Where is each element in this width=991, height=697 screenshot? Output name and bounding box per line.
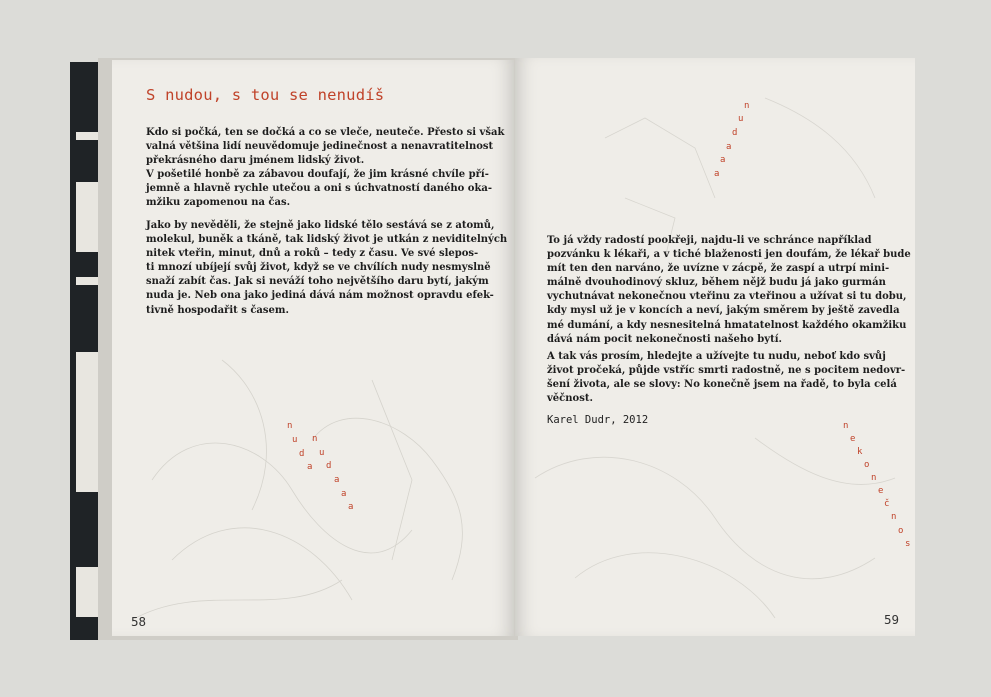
scattered-letter: s bbox=[905, 539, 911, 549]
text-line: molekul, buněk a tkáně, tak lidský život je utkán z neviditelných bbox=[146, 234, 508, 246]
text-line: věčnost. bbox=[547, 393, 593, 405]
page-number-left: 58 bbox=[131, 614, 147, 629]
text-line: šení života, ale se slovy: No konečně jsem na řadě, to byla celá bbox=[547, 379, 897, 391]
left-paragraph-2 bbox=[146, 219, 507, 318]
scattered-letter: a bbox=[348, 502, 354, 512]
scattered-letter: e bbox=[878, 486, 884, 496]
text-line: Kdo si počká, ten se dočká a co se vleče, neuteče. Přesto si však bbox=[146, 127, 505, 138]
scattered-letter: k bbox=[857, 447, 863, 457]
text-line: nitek vteřin, minut, dnů a roků – tedy z času. Ve své slepos- bbox=[146, 248, 479, 260]
left-paragraph-1 bbox=[146, 126, 504, 211]
text-line: vychutnávat nekonečnou vteřinu za vteřinou a užívat si tu dobu, bbox=[547, 291, 907, 303]
text-line: kdy mysl už je v koncích a neví, jakým směrem by ještě zavedla bbox=[547, 305, 900, 317]
scattered-letter: d bbox=[299, 449, 305, 459]
right-paragraph-2 bbox=[547, 350, 905, 406]
text-line: snaží zabít čas. Jak si neváží toho největšího daru bytí, jakým bbox=[146, 276, 489, 288]
text-line: valná většina lidí neuvědomuje jedinečnost a nenavratitelnost bbox=[146, 141, 494, 153]
text-line: mít ten den narváno, že uvízne v zácpě, že zaspí a utrpí mini- bbox=[547, 263, 890, 275]
scattered-letter: n bbox=[843, 421, 849, 431]
scattered-letter: a bbox=[720, 155, 726, 165]
text-line: pozvánku k lékaři, a v tiché blaženosti jen doufám, že lékař bude bbox=[547, 249, 911, 261]
scattered-letter: u bbox=[738, 114, 744, 124]
text-line: mžiku zapomenou na čas. bbox=[146, 197, 291, 209]
text-line: V pošetilé honbě za zábavou doufají, že jim krásné chvíle pří- bbox=[146, 169, 489, 181]
scattered-letter: n bbox=[891, 512, 897, 522]
text-line: život pročeká, půjde vstříc smrti radostně, ne s pocitem nedovr- bbox=[547, 365, 906, 377]
text-line: dává nám pocit nekonečnosti našeho bytí. bbox=[547, 333, 782, 345]
text-line: tivně hospodařit s časem. bbox=[146, 304, 289, 316]
scattered-letter: a bbox=[341, 489, 347, 499]
text-line: nuda je. Neb ona jako jediná dává nám možnost opravdu efek- bbox=[146, 290, 494, 302]
text-line: ti mnozí ubíjejí svůj život, když se ve chvílích nudy nesmyslně bbox=[146, 262, 491, 274]
scattered-letter: d bbox=[732, 128, 738, 138]
right-paragraph-1 bbox=[547, 234, 911, 347]
text-line: To já vždy radostí pookřeji, najdu-li ve schránce například bbox=[547, 235, 872, 246]
text-line: málně dvouhodinový skluz, během nějž budu já jako gurmán bbox=[547, 277, 886, 289]
scattered-letter: a bbox=[714, 169, 720, 179]
right-page bbox=[515, 58, 915, 636]
scattered-letter: n bbox=[744, 101, 750, 111]
page-number-right: 59 bbox=[884, 612, 900, 627]
author-signature: Karel Dudr, 2012 bbox=[547, 414, 649, 426]
text-line: A tak vás prosím, hledejte a užívejte tu nudu, neboť kdo svůj bbox=[547, 351, 886, 362]
scattered-letter: n bbox=[871, 473, 877, 483]
scattered-letter: č bbox=[884, 499, 890, 509]
scattered-letter: u bbox=[319, 448, 325, 458]
scattered-letter: n bbox=[287, 421, 293, 431]
text-line: jemně a hlavně rychle utečou a oni s úchvatností daného oka- bbox=[146, 183, 493, 195]
background-sketch-right bbox=[515, 58, 915, 636]
scattered-letter: n bbox=[312, 434, 318, 444]
scattered-letter: a bbox=[726, 142, 732, 152]
scattered-letter: o bbox=[864, 460, 870, 470]
text-line: mé dumání, a kdy nesnesitelná hmatatelnost každého okamžiku bbox=[547, 319, 907, 331]
page-title: S nudou, s tou se nenudíš bbox=[146, 86, 385, 104]
scattered-letter: d bbox=[326, 461, 332, 471]
scattered-letter: a bbox=[307, 462, 313, 472]
scattered-letter: a bbox=[334, 475, 340, 485]
text-line: překrásného daru jménem lidský život. bbox=[146, 155, 365, 167]
scattered-letter: o bbox=[898, 526, 904, 536]
scattered-letter: e bbox=[850, 434, 856, 444]
text-line: Jako by nevěděli, že stejně jako lidské tělo sestává se z atomů, bbox=[146, 220, 495, 231]
scattered-letter: u bbox=[292, 435, 298, 445]
